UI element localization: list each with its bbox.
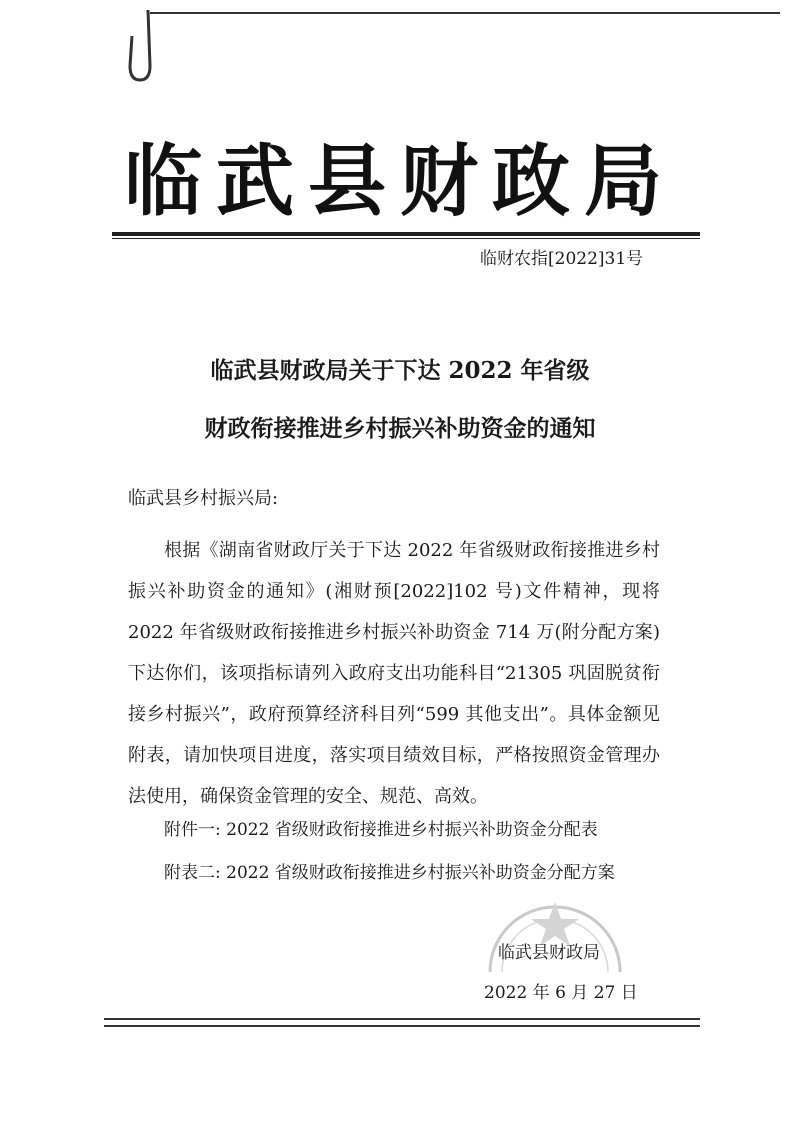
paper-clip-icon bbox=[120, 6, 160, 86]
attachment-2: 附表二: 2022 省级财政衔接推进乡村振兴补助资金分配方案 bbox=[164, 863, 615, 883]
footer-rule-2 bbox=[104, 1025, 700, 1027]
issue-date: 2022 年 6 月 27 日 bbox=[484, 983, 638, 1003]
header-rule bbox=[112, 232, 700, 236]
header-rule-thin bbox=[112, 238, 700, 239]
recipient: 临武县乡村振兴局: bbox=[128, 488, 279, 509]
attachment-1: 附件一: 2022 省级财政衔接推进乡村振兴补助资金分配表 bbox=[164, 820, 598, 840]
org-header: 临武县财政局 bbox=[123, 136, 676, 227]
scan-edge-line bbox=[150, 12, 780, 14]
document-number: 临财农指[2022]31号 bbox=[480, 249, 644, 269]
body-paragraph: 根据《湖南省财政厅关于下达 2022 年省级财政衔接推进乡村振兴补助资金的通知》(湘财预[2022]102 号)文件精神，现将 2022 年省级财政衔接推进乡村振兴补助资金 714 万(附分配方案)下达你们，该项指标请列入政府支出功能科目“21305 巩固脱贫衔接乡村振兴”，政府预算经济科目列“599 其他支出”。具体金额见附表，请加快项目进度，落实项目绩效目标，严格按照资金管理办法使用，确保资金管理的安全、规范、高效。 bbox=[128, 540, 660, 807]
notice-title-line-1: 临武县财政局关于下达 2022 年省级 bbox=[210, 357, 590, 384]
issuer-name: 临武县财政局 bbox=[498, 943, 600, 963]
notice-title-line-2: 财政衔接推进乡村振兴补助资金的通知 bbox=[204, 415, 596, 442]
footer-rule bbox=[104, 1018, 700, 1020]
